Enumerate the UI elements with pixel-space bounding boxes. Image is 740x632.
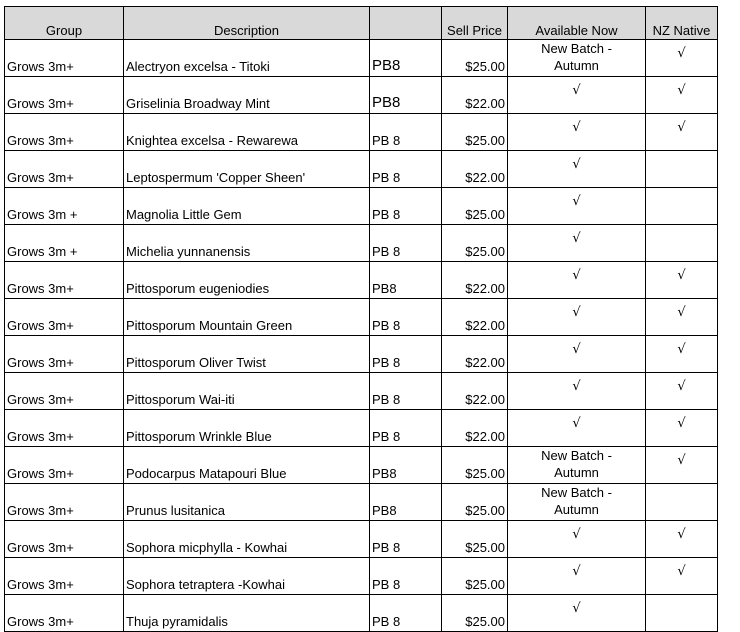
cell-description: Sophora micphylla - Kowhai [124,521,370,558]
table-row [5,299,718,336]
check-icon: √ [677,305,686,320]
check-icon: √ [677,416,686,431]
cell-group: Grows 3m+ [5,410,124,447]
check-icon: √ [572,342,581,357]
cell-native [646,114,718,151]
cell-price: $22.00 [442,77,508,114]
cell-price: $22.00 [442,299,508,336]
cell-description: Knightea excelsa - Rewarewa [124,114,370,151]
cell-size: PB8 [370,40,442,77]
table-row [5,558,718,595]
check-icon: √ [572,527,581,542]
cell-available [508,188,646,225]
cell-size: PB8 [370,484,442,521]
check-icon: √ [677,268,686,283]
cell-price: $25.00 [442,558,508,595]
cell-available [508,299,646,336]
header-size [370,7,442,40]
header-available: Available Now [508,7,646,40]
table-row [5,447,718,484]
cell-size: PB8 [370,77,442,114]
table-row [5,595,718,632]
cell-group: Grows 3m+ [5,114,124,151]
check-icon: √ [572,83,581,98]
cell-description: Prunus lusitanica [124,484,370,521]
check-icon: √ [677,453,686,468]
cell-native [646,77,718,114]
cell-price: $25.00 [442,188,508,225]
check-icon: √ [572,416,581,431]
cell-price: $22.00 [442,336,508,373]
cell-group: Grows 3m + [5,225,124,262]
table-body [5,40,718,632]
check-icon: √ [677,379,686,394]
cell-native [646,373,718,410]
check-icon: √ [572,231,581,246]
cell-native [646,151,718,188]
check-icon: √ [572,194,581,209]
cell-description: Pittosporum Oliver Twist [124,336,370,373]
cell-available [508,262,646,299]
table-row [5,410,718,447]
check-icon: √ [572,564,581,579]
cell-available [508,484,646,521]
cell-size: PB8 [370,447,442,484]
cell-group: Grows 3m+ [5,262,124,299]
cell-available [508,373,646,410]
check-icon: √ [572,157,581,172]
table-row [5,373,718,410]
cell-available [508,40,646,77]
table-row [5,77,718,114]
cell-native [646,188,718,225]
table-row [5,114,718,151]
cell-group: Grows 3m+ [5,447,124,484]
cell-description: Pittosporum Wai-iti [124,373,370,410]
cell-price: $22.00 [442,410,508,447]
cell-available [508,447,646,484]
cell-size: PB 8 [370,521,442,558]
cell-size: PB 8 [370,410,442,447]
cell-size: PB 8 [370,373,442,410]
header-native: NZ Native [646,7,718,40]
cell-group: Grows 3m + [5,188,124,225]
cell-native [646,299,718,336]
cell-description: Alectryon excelsa - Titoki [124,40,370,77]
availability-text: New Batch - [541,485,612,500]
cell-available [508,225,646,262]
cell-description: Griselinia Broadway Mint [124,77,370,114]
cell-group: Grows 3m+ [5,373,124,410]
check-icon: √ [572,601,581,616]
cell-size: PB 8 [370,595,442,632]
cell-description: Podocarpus Matapouri Blue [124,447,370,484]
cell-native [646,262,718,299]
cell-price: $25.00 [442,114,508,151]
plant-price-table [4,6,718,632]
cell-price: $22.00 [442,262,508,299]
cell-description: Pittosporum eugeniodies [124,262,370,299]
cell-size: PB8 [370,262,442,299]
cell-size: PB 8 [370,336,442,373]
check-icon: √ [572,305,581,320]
cell-size: PB 8 [370,188,442,225]
cell-size: PB 8 [370,151,442,188]
cell-native [646,336,718,373]
cell-native [646,410,718,447]
table-row [5,484,718,521]
cell-description: Pittosporum Mountain Green [124,299,370,336]
cell-group: Grows 3m+ [5,299,124,336]
cell-price: $25.00 [442,447,508,484]
cell-group: Grows 3m+ [5,40,124,77]
cell-group: Grows 3m+ [5,77,124,114]
table-row [5,225,718,262]
availability-text: New Batch - [541,448,612,463]
cell-native [646,484,718,521]
cell-available [508,521,646,558]
table-row [5,336,718,373]
cell-group: Grows 3m+ [5,595,124,632]
cell-price: $25.00 [442,521,508,558]
table-row [5,151,718,188]
header-row [5,7,718,40]
table-row [5,262,718,299]
cell-price: $25.00 [442,484,508,521]
cell-native [646,558,718,595]
cell-native [646,40,718,77]
cell-size: PB 8 [370,114,442,151]
cell-native [646,447,718,484]
check-icon: √ [677,564,686,579]
check-icon: √ [677,342,686,357]
check-icon: √ [677,527,686,542]
check-icon: √ [677,83,686,98]
cell-group: Grows 3m+ [5,558,124,595]
cell-size: PB 8 [370,299,442,336]
cell-group: Grows 3m+ [5,521,124,558]
cell-price: $25.00 [442,225,508,262]
header-price: Sell Price [442,7,508,40]
cell-price: $22.00 [442,151,508,188]
cell-available [508,558,646,595]
cell-description: Magnolia Little Gem [124,188,370,225]
table-row [5,40,718,77]
check-icon: √ [677,46,686,61]
cell-size: PB 8 [370,558,442,595]
availability-text: Autumn [554,465,599,480]
availability-text: Autumn [554,58,599,73]
cell-price: $25.00 [442,595,508,632]
cell-size: PB 8 [370,225,442,262]
cell-available [508,114,646,151]
cell-native [646,521,718,558]
cell-description: Michelia yunnanensis [124,225,370,262]
availability-text: Autumn [554,502,599,517]
cell-price: $22.00 [442,373,508,410]
cell-description: Leptospermum 'Copper Sheen' [124,151,370,188]
cell-description: Thuja pyramidalis [124,595,370,632]
cell-available [508,336,646,373]
check-icon: √ [572,379,581,394]
availability-text: New Batch - [541,41,612,56]
check-icon: √ [677,120,686,135]
cell-description: Sophora tetraptera -Kowhai [124,558,370,595]
check-icon: √ [572,268,581,283]
cell-group: Grows 3m+ [5,151,124,188]
cell-group: Grows 3m+ [5,484,124,521]
header-group: Group [5,7,124,40]
cell-available [508,595,646,632]
cell-native [646,225,718,262]
cell-available [508,77,646,114]
cell-available [508,151,646,188]
cell-group: Grows 3m+ [5,336,124,373]
cell-price: $25.00 [442,40,508,77]
table-row [5,188,718,225]
cell-description: Pittosporum Wrinkle Blue [124,410,370,447]
header-description: Description [124,7,370,40]
check-icon: √ [572,120,581,135]
cell-available [508,410,646,447]
cell-native [646,595,718,632]
table-row [5,521,718,558]
